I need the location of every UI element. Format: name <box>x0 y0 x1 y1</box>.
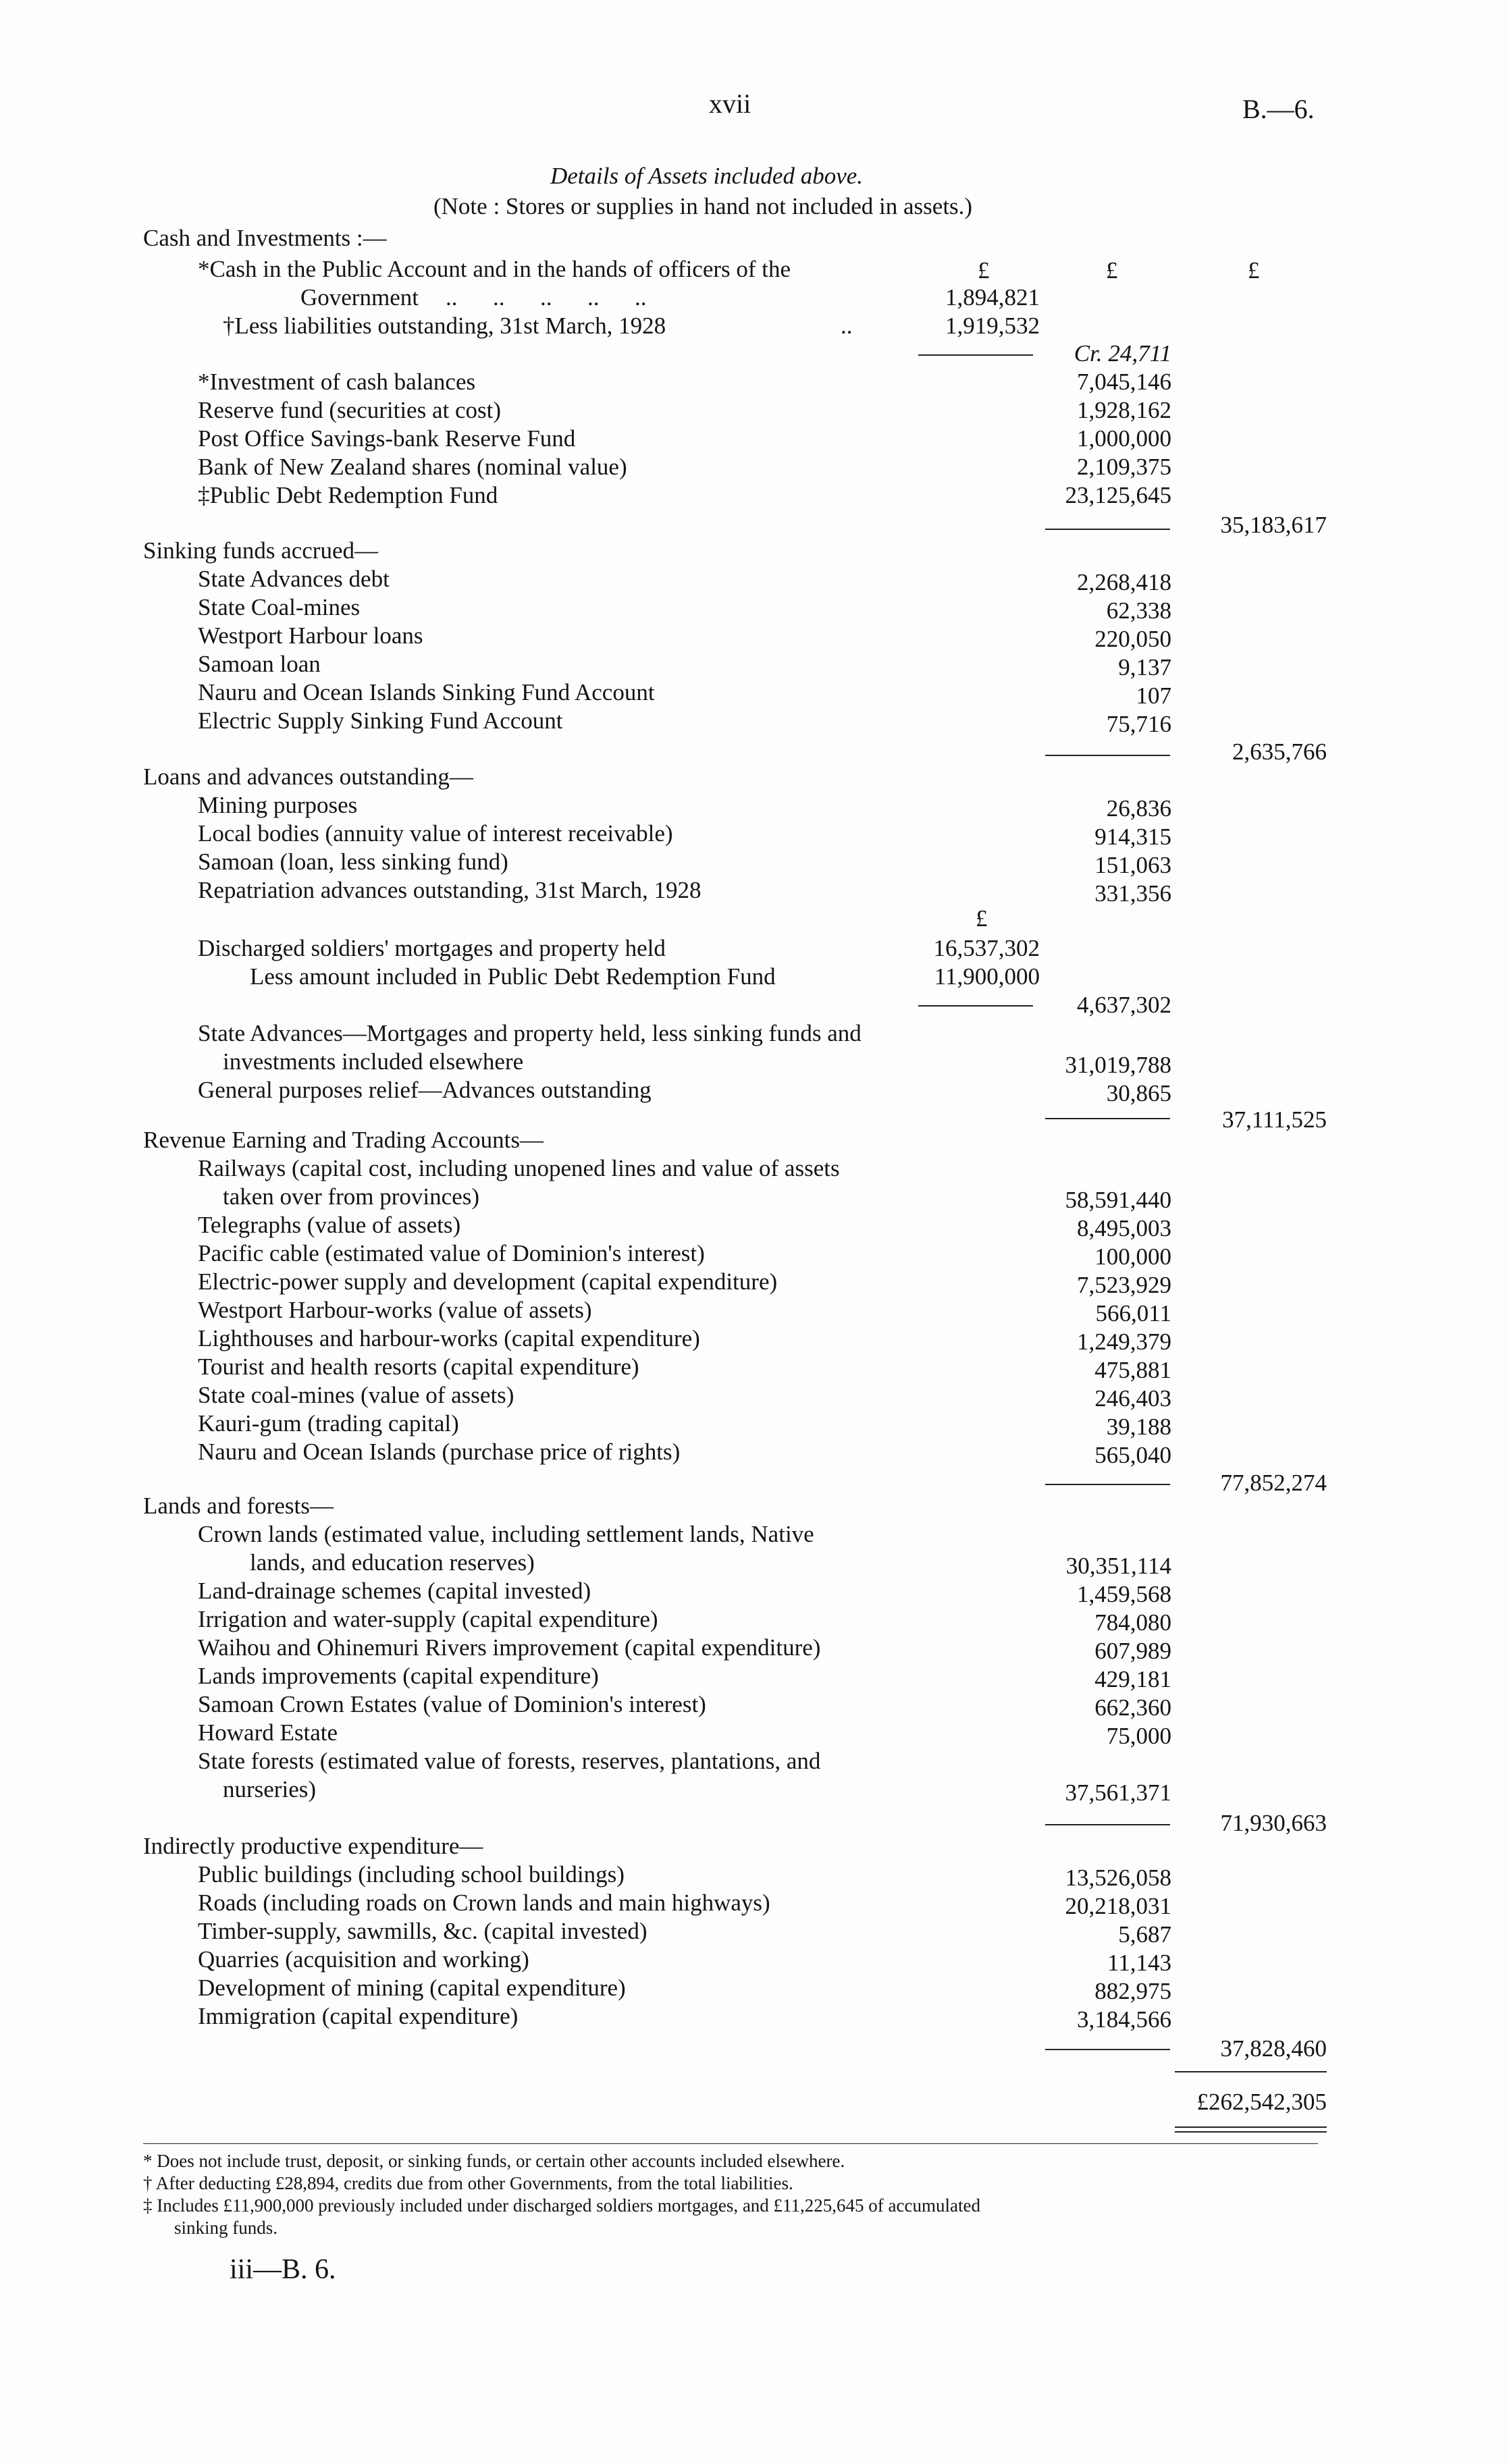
note: (Note : Stores or supplies in hand not included in assets.) <box>433 193 973 219</box>
page-title: Details of Assets included above. <box>550 163 864 189</box>
sinking-item-label: Electric Supply Sinking Fund Account <box>198 707 563 734</box>
sinking-item-value: 75,716 <box>1106 711 1171 737</box>
state-advances-value: 31,019,788 <box>1065 1052 1171 1078</box>
document-reference: B.—6. <box>1242 94 1315 124</box>
lands-total-rule <box>1045 1824 1170 1825</box>
lands-item-value: 75,000 <box>1106 1723 1171 1749</box>
cash-net-value: Cr. 24,711 <box>1074 340 1171 367</box>
sinking-item-label: Westport Harbour loans <box>198 622 423 649</box>
state-forests-line1: State forests (estimated value of forests, reserves, plantations, and <box>198 1748 821 1774</box>
cash-public-account-line1: *Cash in the Public Account and in the hands of officers of the <box>198 256 791 282</box>
sinking-item-value: 220,050 <box>1094 626 1171 652</box>
page-number: xvii <box>709 88 751 119</box>
cash-item-value: 1,928,162 <box>1077 397 1171 423</box>
footnote-separator <box>143 2143 1318 2144</box>
revenue-item-value: 100,000 <box>1094 1243 1171 1270</box>
loans-item-value: 26,836 <box>1106 795 1171 822</box>
state-advances-line2: investments included elsewhere <box>223 1048 524 1075</box>
loans-item-label: Local bodies (annuity value of interest receivable) <box>198 820 673 847</box>
revenue-item-value: 475,881 <box>1094 1357 1171 1383</box>
lands-item-value: 1,459,568 <box>1077 1581 1171 1607</box>
cash-total-rule <box>1045 529 1170 530</box>
revenue-item-label: Telegraphs (value of assets) <box>198 1212 461 1238</box>
revenue-total-rule <box>1045 1484 1170 1485</box>
lands-item-value: 662,360 <box>1094 1694 1171 1721</box>
indirect-item-value: 882,975 <box>1094 1978 1171 2004</box>
sinking-item-value: 2,268,418 <box>1077 569 1171 595</box>
grand-total-top-rule <box>1175 2071 1327 2072</box>
revenue-item-label: Pacific cable (estimated value of Dominion's interest) <box>198 1240 705 1266</box>
lands-item-label: Samoan Crown Estates (value of Dominion's interest) <box>198 1691 706 1717</box>
indirect-item-value: 20,218,031 <box>1065 1893 1171 1919</box>
lands-item-label: Lands improvements (capital expenditure) <box>198 1663 599 1689</box>
loans-item-label: Repatriation advances outstanding, 31st March, 1928 <box>198 877 702 903</box>
indirect-item-label: Roads (including roads on Crown lands and main highways) <box>198 1890 770 1916</box>
state-forests-value: 37,561,371 <box>1065 1779 1171 1806</box>
footnote-1: * Does not include trust, deposit, or sinking funds, or certain other accounts included elsewhere. <box>143 2151 845 2171</box>
dot-leader: .. <box>841 313 853 339</box>
currency-subcolumn: £ <box>976 905 988 932</box>
discharged-subtotal-rule <box>918 1005 1033 1007</box>
revenue-item-value: 566,011 <box>1095 1300 1171 1327</box>
grand-total: £262,542,305 <box>1196 2089 1327 2115</box>
loans-item-value: 914,315 <box>1094 824 1171 850</box>
state-advances-line1: State Advances—Mortgages and property held, less sinking funds and <box>198 1020 862 1046</box>
indirect-item-label: Timber-supply, sawmills, &c. (capital invested) <box>198 1918 647 1944</box>
cash-subtotal-rule <box>918 354 1033 356</box>
general-relief-value: 30,865 <box>1106 1080 1171 1106</box>
revenue-item-label: Tourist and health resorts (capital expenditure) <box>198 1354 639 1380</box>
lands-item-label: Irrigation and water-supply (capital expenditure) <box>198 1606 658 1632</box>
loans-total: 37,111,525 <box>1222 1106 1327 1133</box>
lands-total: 71,930,663 <box>1220 1810 1327 1836</box>
revenue-item-value: 1,249,379 <box>1077 1329 1171 1355</box>
currency-col1: £ <box>978 257 990 284</box>
indirect-item-label: Immigration (capital expenditure) <box>198 2003 519 2029</box>
currency-col3: £ <box>1248 257 1260 284</box>
cash-item-value: 2,109,375 <box>1077 454 1171 480</box>
sinking-item-label: Nauru and Ocean Islands Sinking Fund Account <box>198 679 655 705</box>
cash-public-account-line2: Government <box>300 284 419 311</box>
lands-heading: Lands and forests— <box>143 1493 334 1519</box>
revenue-item-label: Westport Harbour-works (value of assets) <box>198 1297 592 1323</box>
cash-item-value: 1,000,000 <box>1077 425 1171 452</box>
revenue-item-value: 8,495,003 <box>1077 1215 1171 1241</box>
dot-leader: .. .. .. .. .. <box>446 284 647 311</box>
footnote-3: ‡ Includes £11,900,000 previously included under discharged soldiers mortgages, and £11,225,645 of accumulated <box>143 2195 980 2216</box>
indirect-item-label: Public buildings (including school buildings) <box>198 1861 625 1887</box>
cash-less-liabilities: †Less liabilities outstanding, 31st March, 1928 <box>223 313 666 339</box>
cash-item-label: Post Office Savings-bank Reserve Fund <box>198 425 576 452</box>
railways-value: 58,591,440 <box>1065 1187 1171 1213</box>
cash-item-value: 7,045,146 <box>1077 369 1171 395</box>
general-relief-label: General purposes relief—Advances outstanding <box>198 1077 652 1103</box>
state-forests-line2: nurseries) <box>223 1776 317 1802</box>
revenue-item-label: State coal-mines (value of assets) <box>198 1382 514 1408</box>
sinking-total-rule <box>1045 755 1170 756</box>
indirect-heading: Indirectly productive expenditure— <box>143 1833 483 1859</box>
cash-less-liabilities-value: 1,919,532 <box>945 313 1040 339</box>
cash-total: 35,183,617 <box>1220 512 1327 538</box>
revenue-item-value: 7,523,929 <box>1077 1272 1171 1298</box>
crown-lands-line1: Crown lands (estimated value, including settlement lands, Native <box>198 1521 814 1547</box>
revenue-total: 77,852,274 <box>1220 1470 1327 1496</box>
cash-heading: Cash and Investments :— <box>143 225 387 251</box>
crown-lands-line2: lands, and education reserves) <box>250 1549 535 1576</box>
cash-item-label: *Investment of cash balances <box>198 369 476 395</box>
indirect-total-rule <box>1045 2049 1170 2050</box>
lands-item-label: Waihou and Ohinemuri Rivers improvement (capital expenditure) <box>198 1634 821 1661</box>
indirect-item-value: 3,184,566 <box>1077 2006 1171 2033</box>
lands-item-label: Land-drainage schemes (capital invested) <box>198 1578 591 1604</box>
sinking-item-label: Samoan loan <box>198 651 321 677</box>
discharged-label: Discharged soldiers' mortgages and property held <box>198 935 666 961</box>
revenue-item-value: 39,188 <box>1106 1414 1171 1440</box>
cash-item-label: ‡Public Debt Redemption Fund <box>198 482 498 508</box>
sinking-item-value: 62,338 <box>1106 597 1171 624</box>
loans-item-value: 331,356 <box>1094 880 1171 907</box>
lands-item-label: Howard Estate <box>198 1719 338 1746</box>
revenue-item-label: Electric-power supply and development (capital expenditure) <box>198 1268 778 1295</box>
discharged-value: 16,537,302 <box>933 935 1040 961</box>
revenue-item-label: Kauri-gum (trading capital) <box>198 1410 459 1437</box>
loans-item-value: 151,063 <box>1094 852 1171 878</box>
sinking-item-label: State Advances debt <box>198 566 390 592</box>
revenue-item-value: 565,040 <box>1094 1442 1171 1468</box>
revenue-item-value: 246,403 <box>1094 1385 1171 1412</box>
crown-lands-value: 30,351,114 <box>1065 1553 1171 1579</box>
less-pdrf-label: Less amount included in Public Debt Redemption Fund <box>250 963 776 990</box>
loans-item-label: Samoan (loan, less sinking fund) <box>198 849 508 875</box>
cash-item-label: Bank of New Zealand shares (nominal value) <box>198 454 627 480</box>
sinking-item-value: 9,137 <box>1118 654 1171 680</box>
footnote-3-cont: sinking funds. <box>174 2218 278 2238</box>
lands-item-value: 784,080 <box>1094 1609 1171 1636</box>
sinking-heading: Sinking funds accrued— <box>143 537 378 564</box>
indirect-item-value: 13,526,058 <box>1065 1865 1171 1891</box>
currency-col2: £ <box>1106 257 1118 284</box>
signature-mark: iii—B. 6. <box>230 2254 336 2285</box>
sinking-item-value: 107 <box>1136 682 1171 709</box>
cash-item-label: Reserve fund (securities at cost) <box>198 397 502 423</box>
indirect-total: 37,828,460 <box>1220 2035 1327 2062</box>
railways-line1: Railways (capital cost, including unopened lines and value of assets <box>198 1155 840 1181</box>
sinking-total: 2,635,766 <box>1232 739 1327 765</box>
lands-item-value: 429,181 <box>1094 1666 1171 1692</box>
grand-total-double-rule-2 <box>1175 2131 1327 2133</box>
revenue-item-label: Lighthouses and harbour-works (capital expenditure) <box>198 1325 700 1351</box>
footnote-2: † After deducting £28,894, credits due from other Governments, from the total liabilities. <box>143 2173 793 2193</box>
indirect-item-value: 5,687 <box>1118 1921 1171 1948</box>
less-pdrf-value: 11,900,000 <box>934 963 1040 990</box>
revenue-heading: Revenue Earning and Trading Accounts— <box>143 1127 544 1153</box>
loans-total-rule <box>1045 1118 1170 1119</box>
sinking-item-label: State Coal-mines <box>198 594 361 620</box>
revenue-item-label: Nauru and Ocean Islands (purchase price of rights) <box>198 1439 681 1465</box>
discharged-net: 4,637,302 <box>1077 992 1171 1018</box>
loans-heading: Loans and advances outstanding— <box>143 764 473 790</box>
railways-line2: taken over from provinces) <box>223 1183 479 1210</box>
grand-total-double-rule-1 <box>1175 2126 1327 2128</box>
cash-public-account-value: 1,894,821 <box>945 284 1040 311</box>
indirect-item-label: Development of mining (capital expenditure) <box>198 1975 626 2001</box>
indirect-item-value: 11,143 <box>1107 1950 1171 1976</box>
loans-item-label: Mining purposes <box>198 792 358 818</box>
cash-item-value: 23,125,645 <box>1065 482 1171 508</box>
indirect-item-label: Quarries (acquisition and working) <box>198 1946 529 1973</box>
lands-item-value: 607,989 <box>1094 1638 1171 1664</box>
